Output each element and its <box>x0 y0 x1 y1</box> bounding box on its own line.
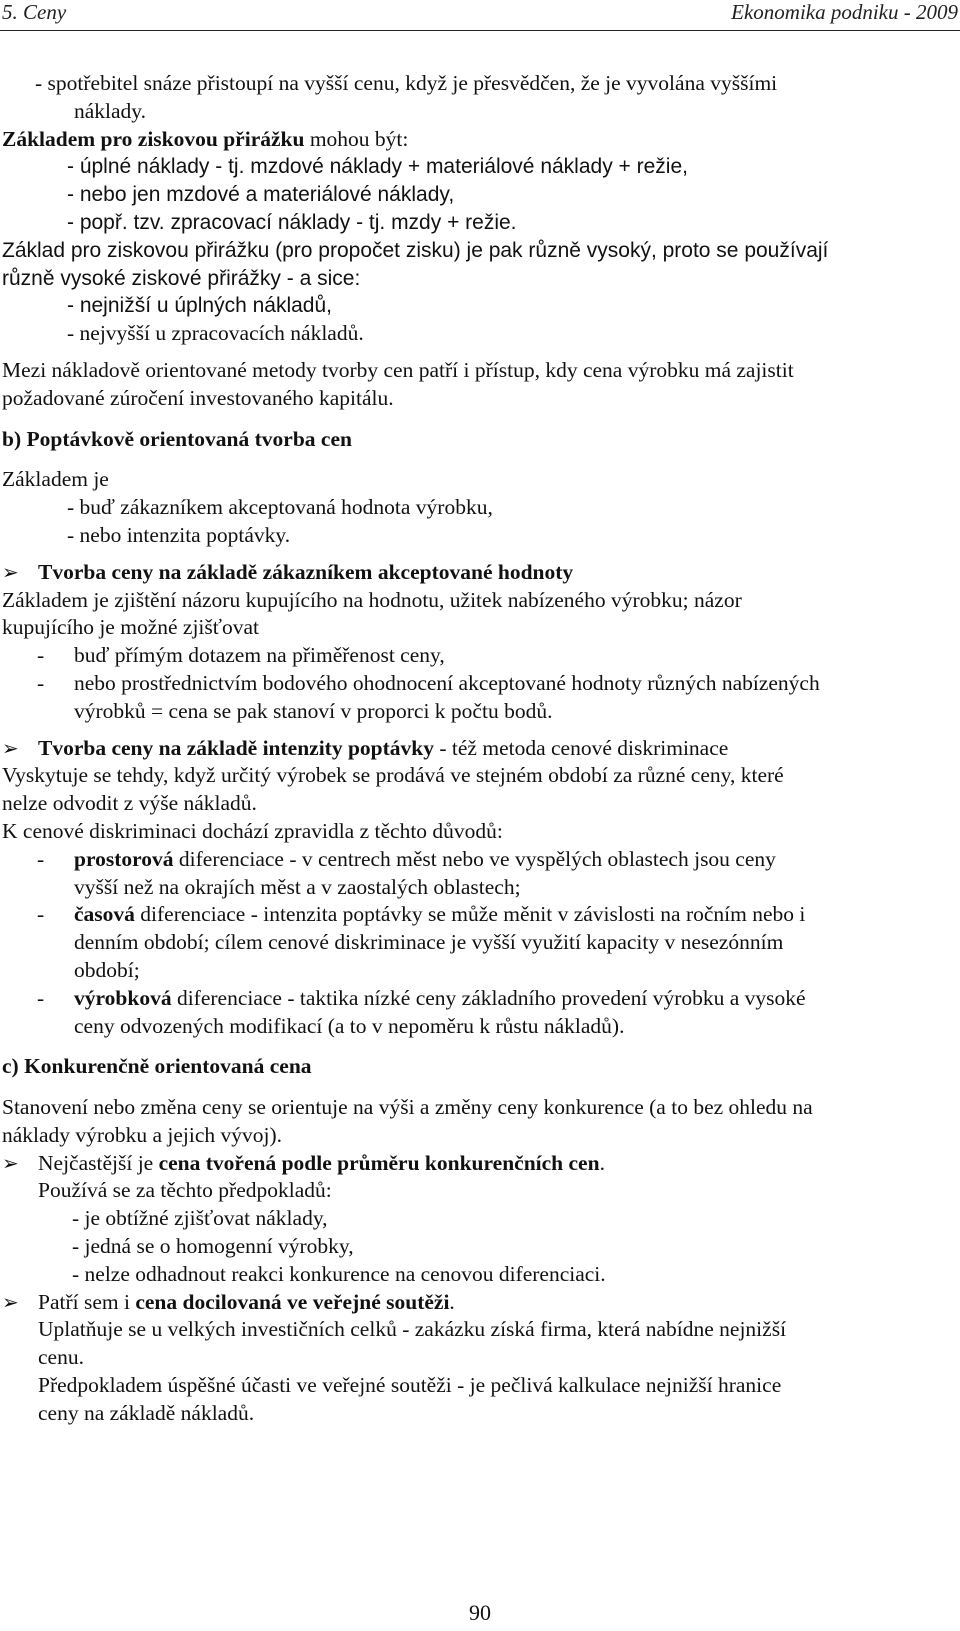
arrow-bullet-icon: ➢ <box>2 1289 19 1314</box>
arrow-item: ➢ Nejčastější je cena tvořená podle průměru konkurenčních cen. Používá se za těchto předpokladů: <box>2 1150 605 1203</box>
list-item: - buď přímým dotazem na přiměřenost ceny, <box>2 642 958 670</box>
text-line: Stanovení nebo změna ceny se orientuje na výši a změny ceny konkurence (a to bez ohledu na <box>2 1095 813 1120</box>
list-item: - časová diferenciace - intenzita poptávky se může měnit v závislosti na ročním nebo i denním období; cílem cenové diskriminace je vyšší využití kapacity v nesezónním období; <box>37 902 806 982</box>
dash-bullet: - <box>37 670 45 695</box>
list-item: - nebo prostřednictvím bodového ohodnocení akceptované hodnoty různých nabízených výrobků = cena se pak stanoví v proporci k počtu bodů. <box>37 670 820 723</box>
text-line: požadované zúročení investovaného kapitálu. <box>2 385 394 410</box>
list-item: - prostorová diferenciace - v centrech měst nebo ve vyspělých oblastech jsou ceny vyšší než na okrajích měst a v zaostalých oblastech; <box>37 846 776 899</box>
text-line: Mezi nákladově orientované metody tvorby cen patří i přístup, kdy cena výrobku má zajistit <box>2 357 794 382</box>
text-line: různě vysoké ziskové přirážky - a sice: <box>2 266 361 290</box>
text-line: náklady výrobku a jejich vývoj). <box>2 1122 283 1147</box>
section-heading: c) Konkurenčně orientovaná cena <box>2 1054 312 1079</box>
text-line: K cenové diskriminaci dochází zpravidla z těchto důvodů: <box>2 818 503 843</box>
text-line: Základ pro ziskovou přirážku (pro propočet zisku) je pak různě vysoký, proto se používají <box>2 238 829 262</box>
dash-bullet: - <box>37 846 45 871</box>
list-item: - nebo jen mzdové a materiálové náklady, <box>67 183 455 207</box>
list-item: - nejnižší u úplných nákladů, <box>67 294 332 318</box>
book-title: Ekonomika podniku - 2009 <box>731 0 958 24</box>
list-item: - nebo intenzita poptávky. <box>67 522 291 547</box>
list-item: - úplné náklady - tj. mzdové náklady + materiálové náklady + režie, <box>67 155 688 179</box>
text-line: Vyskytuje se tehdy, když určitý výrobek se prodává ve stejném období za různé ceny, které <box>2 763 784 788</box>
text-line: Základem je <box>2 467 109 492</box>
dash-bullet: - <box>37 643 45 668</box>
arrow-bullet-icon: ➢ <box>2 735 19 760</box>
text-line: - spotřebitel snáze přistoupí na vyšší cenu, když je přesvědčen, že je vyvolána vyššími <box>35 71 778 95</box>
subsection-heading: ➢ Tvorba ceny na základě zákazníkem akceptované hodnoty <box>2 559 958 587</box>
text-line: Základem je zjištění názoru kupujícího na hodnotu, užitek nabízeného výrobku; názor <box>2 587 742 612</box>
list-item: - nejvyšší u zpracovacích nákladů. <box>67 321 364 346</box>
page-number: 90 <box>469 1600 491 1625</box>
list-item: - je obtížné zjišťovat náklady, <box>72 1206 328 1231</box>
page-header <box>0 0 960 31</box>
list-item: - popř. tzv. zpracovací náklady - tj. mzdy + režie. <box>67 210 517 234</box>
list-item: - nelze odhadnout reakci konkurence na cenovou diferenciaci. <box>72 1261 606 1286</box>
dash-bullet: - <box>37 985 45 1010</box>
section-heading: b) Poptávkově orientovaná tvorba cen <box>2 426 352 451</box>
paragraph: Základem pro ziskovou přirážku mohou být: <box>2 126 409 151</box>
page-content <box>2 70 958 1428</box>
text-line: kupujícího je možné zjišťovat <box>2 615 259 640</box>
list-item: - buď zákazníkem akceptovaná hodnota výrobku, <box>67 495 493 520</box>
list-item: - výrobková diferenciace - taktika nízké ceny základního provedení výrobku a vysoké ceny odvozených modifikací (a to v nepoměru k růstu nákladů). <box>37 985 806 1038</box>
dash-bullet: - <box>37 902 45 927</box>
chapter-title: 5. Ceny <box>2 0 67 24</box>
arrow-bullet-icon: ➢ <box>2 559 19 584</box>
arrow-item: ➢ Patří sem i cena docilovaná ve veřejné soutěži. Uplatňuje se u velkých investičních celků - zakázku získá firma, která nabídne nejnižší cenu. Předpokladem úspěšné účasti ve veřejné soutěži - je pečlivá kalkulace nejnižší hranice ceny na základě nákladů. <box>2 1289 787 1425</box>
text-line: náklady. <box>74 98 147 123</box>
list-item: - jedná se o homogenní výrobky, <box>72 1234 354 1259</box>
text-line: nelze odvodit z výše nákladů. <box>2 791 257 816</box>
subsection-heading: ➢ Tvorba ceny na základě intenzity poptávky - též metoda cenové diskriminace <box>2 735 958 763</box>
arrow-bullet-icon: ➢ <box>2 1150 19 1175</box>
emphasis: Základem pro ziskovou přirážku <box>2 126 305 151</box>
